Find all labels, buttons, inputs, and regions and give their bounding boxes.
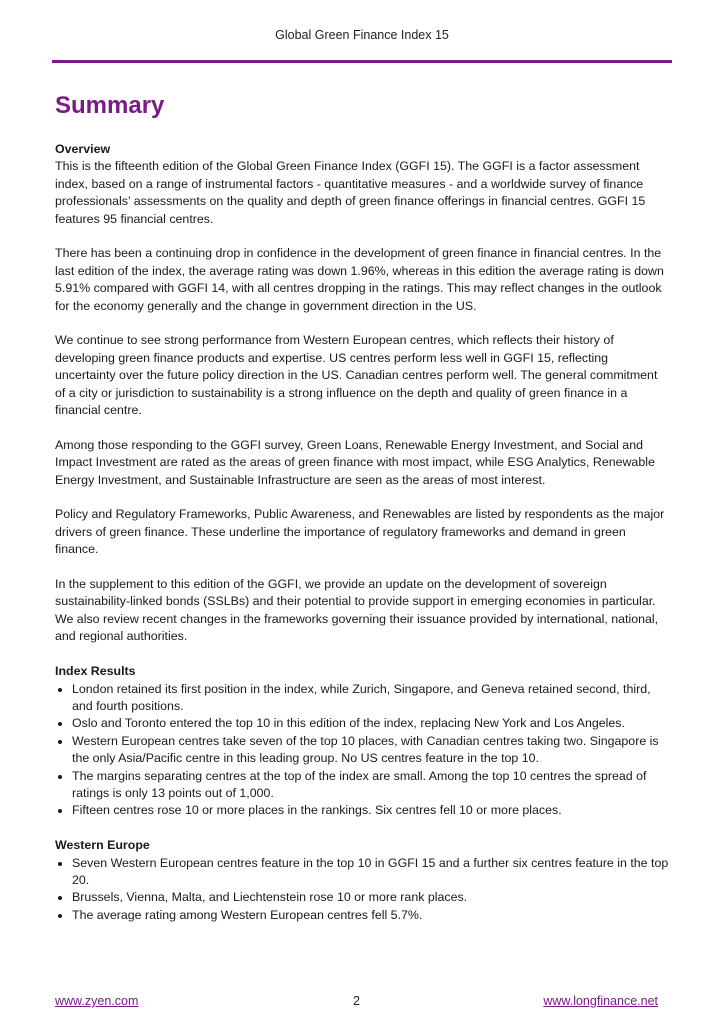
list-item: • Brussels, Vienna, Malta, and Liechtenstein rose 10 or more rank places. [72, 889, 670, 906]
overview-paragraph: We continue to see strong performance from Western European centres, which reflects their history of developing green finance products and expertise. US centres perform less well in GGFI 15, reflecting uncertainty over the future policy direction in the US. Canadian centres perform well. The general commitment of a city or jurisdiction to sustainability is a strong influence on the depth and quality of green finance in a financial centre. [55, 333, 658, 418]
list-item: • The margins separating centres at the top of the index are small. Among the top 10 centres the spread of ratings is only 13 points out of 1,000. [72, 768, 670, 803]
page-number: 2 [353, 994, 360, 1008]
list-item: • London retained its first position in the index, while Zurich, Singapore, and Geneva retained second, third, and fourth positions. [72, 681, 670, 716]
overview-paragraph: Among those responding to the GGFI survey, Green Loans, Renewable Energy Investment, and Social and Impact Investment are rated as the areas of green finance with most impact, while ESG Analytics, Renewable Energy Investment, and Sustainable Infrastructure are seen as the areas of most interest. [55, 437, 655, 487]
page-title: Summary [55, 92, 165, 119]
index-results-list [55, 681, 670, 820]
overview-heading: Overview [55, 142, 111, 156]
header-divider [52, 60, 672, 63]
index-results-heading: Index Results [55, 664, 136, 679]
western-europe-heading: Western Europe [55, 838, 150, 853]
overview-paragraph: Policy and Regulatory Frameworks, Public Awareness, and Renewables are listed by respondents as the major drivers of green finance. These underline the importance of regulatory frameworks and demand in green finance. [55, 507, 665, 557]
list-item: • Seven Western European centres feature in the top 10 in GGFI 15 and a further six centres feature in the top 20. [72, 855, 670, 890]
overview-paragraph: There has been a continuing drop in confidence in the development of green finance in financial centres. In the last edition of the index, the average rating was down 1.96%, whereas in this edition the average rating is down 5.91% compared with GGFI 14, with all centres dropping in the ratings. This may reflect changes in the outlook for the economy generally and the change in government direction in the US. [55, 246, 664, 313]
list-item: • Oslo and Toronto entered the top 10 in this edition of the index, replacing New York and Los Angeles. [72, 715, 670, 732]
overview-paragraph: In the supplement to this edition of the GGFI, we provide an update on the development of sovereign sustainability-linked bonds (SSLBs) and their potential to provide support in emerging economies in particular. We also review recent changes in the frameworks governing their issuance provided by international, national, and regional authorities. [55, 577, 659, 644]
longfinance-link[interactable]: www.longfinance.net [543, 994, 658, 1008]
list-item: • Fifteen centres rose 10 or more places in the rankings. Six centres fell 10 or more places. [72, 802, 670, 819]
running-header-title: Global Green Finance Index 15 [275, 28, 449, 42]
document-body [55, 141, 670, 924]
list-item: • The average rating among Western European centres fell 5.7%. [72, 907, 670, 924]
zyen-link[interactable]: www.zyen.com [55, 994, 139, 1008]
western-europe-list [55, 855, 670, 925]
overview-paragraph: This is the fifteenth edition of the Global Green Finance Index (GGFI 15). The GGFI is a factor assessment index, based on a range of instrumental factors - quantitative measures - and a worldwide survey of finance professionals’ assessments on the quality and depth of green finance offerings in financial centres. GGFI 15 features 95 financial centres. [55, 159, 646, 226]
list-item: • Western European centres take seven of the top 10 places, with Canadian centres taking two. Singapore is the only Asia/Pacific centre in this leading group. No US centres feature in the top 10. [72, 733, 670, 768]
